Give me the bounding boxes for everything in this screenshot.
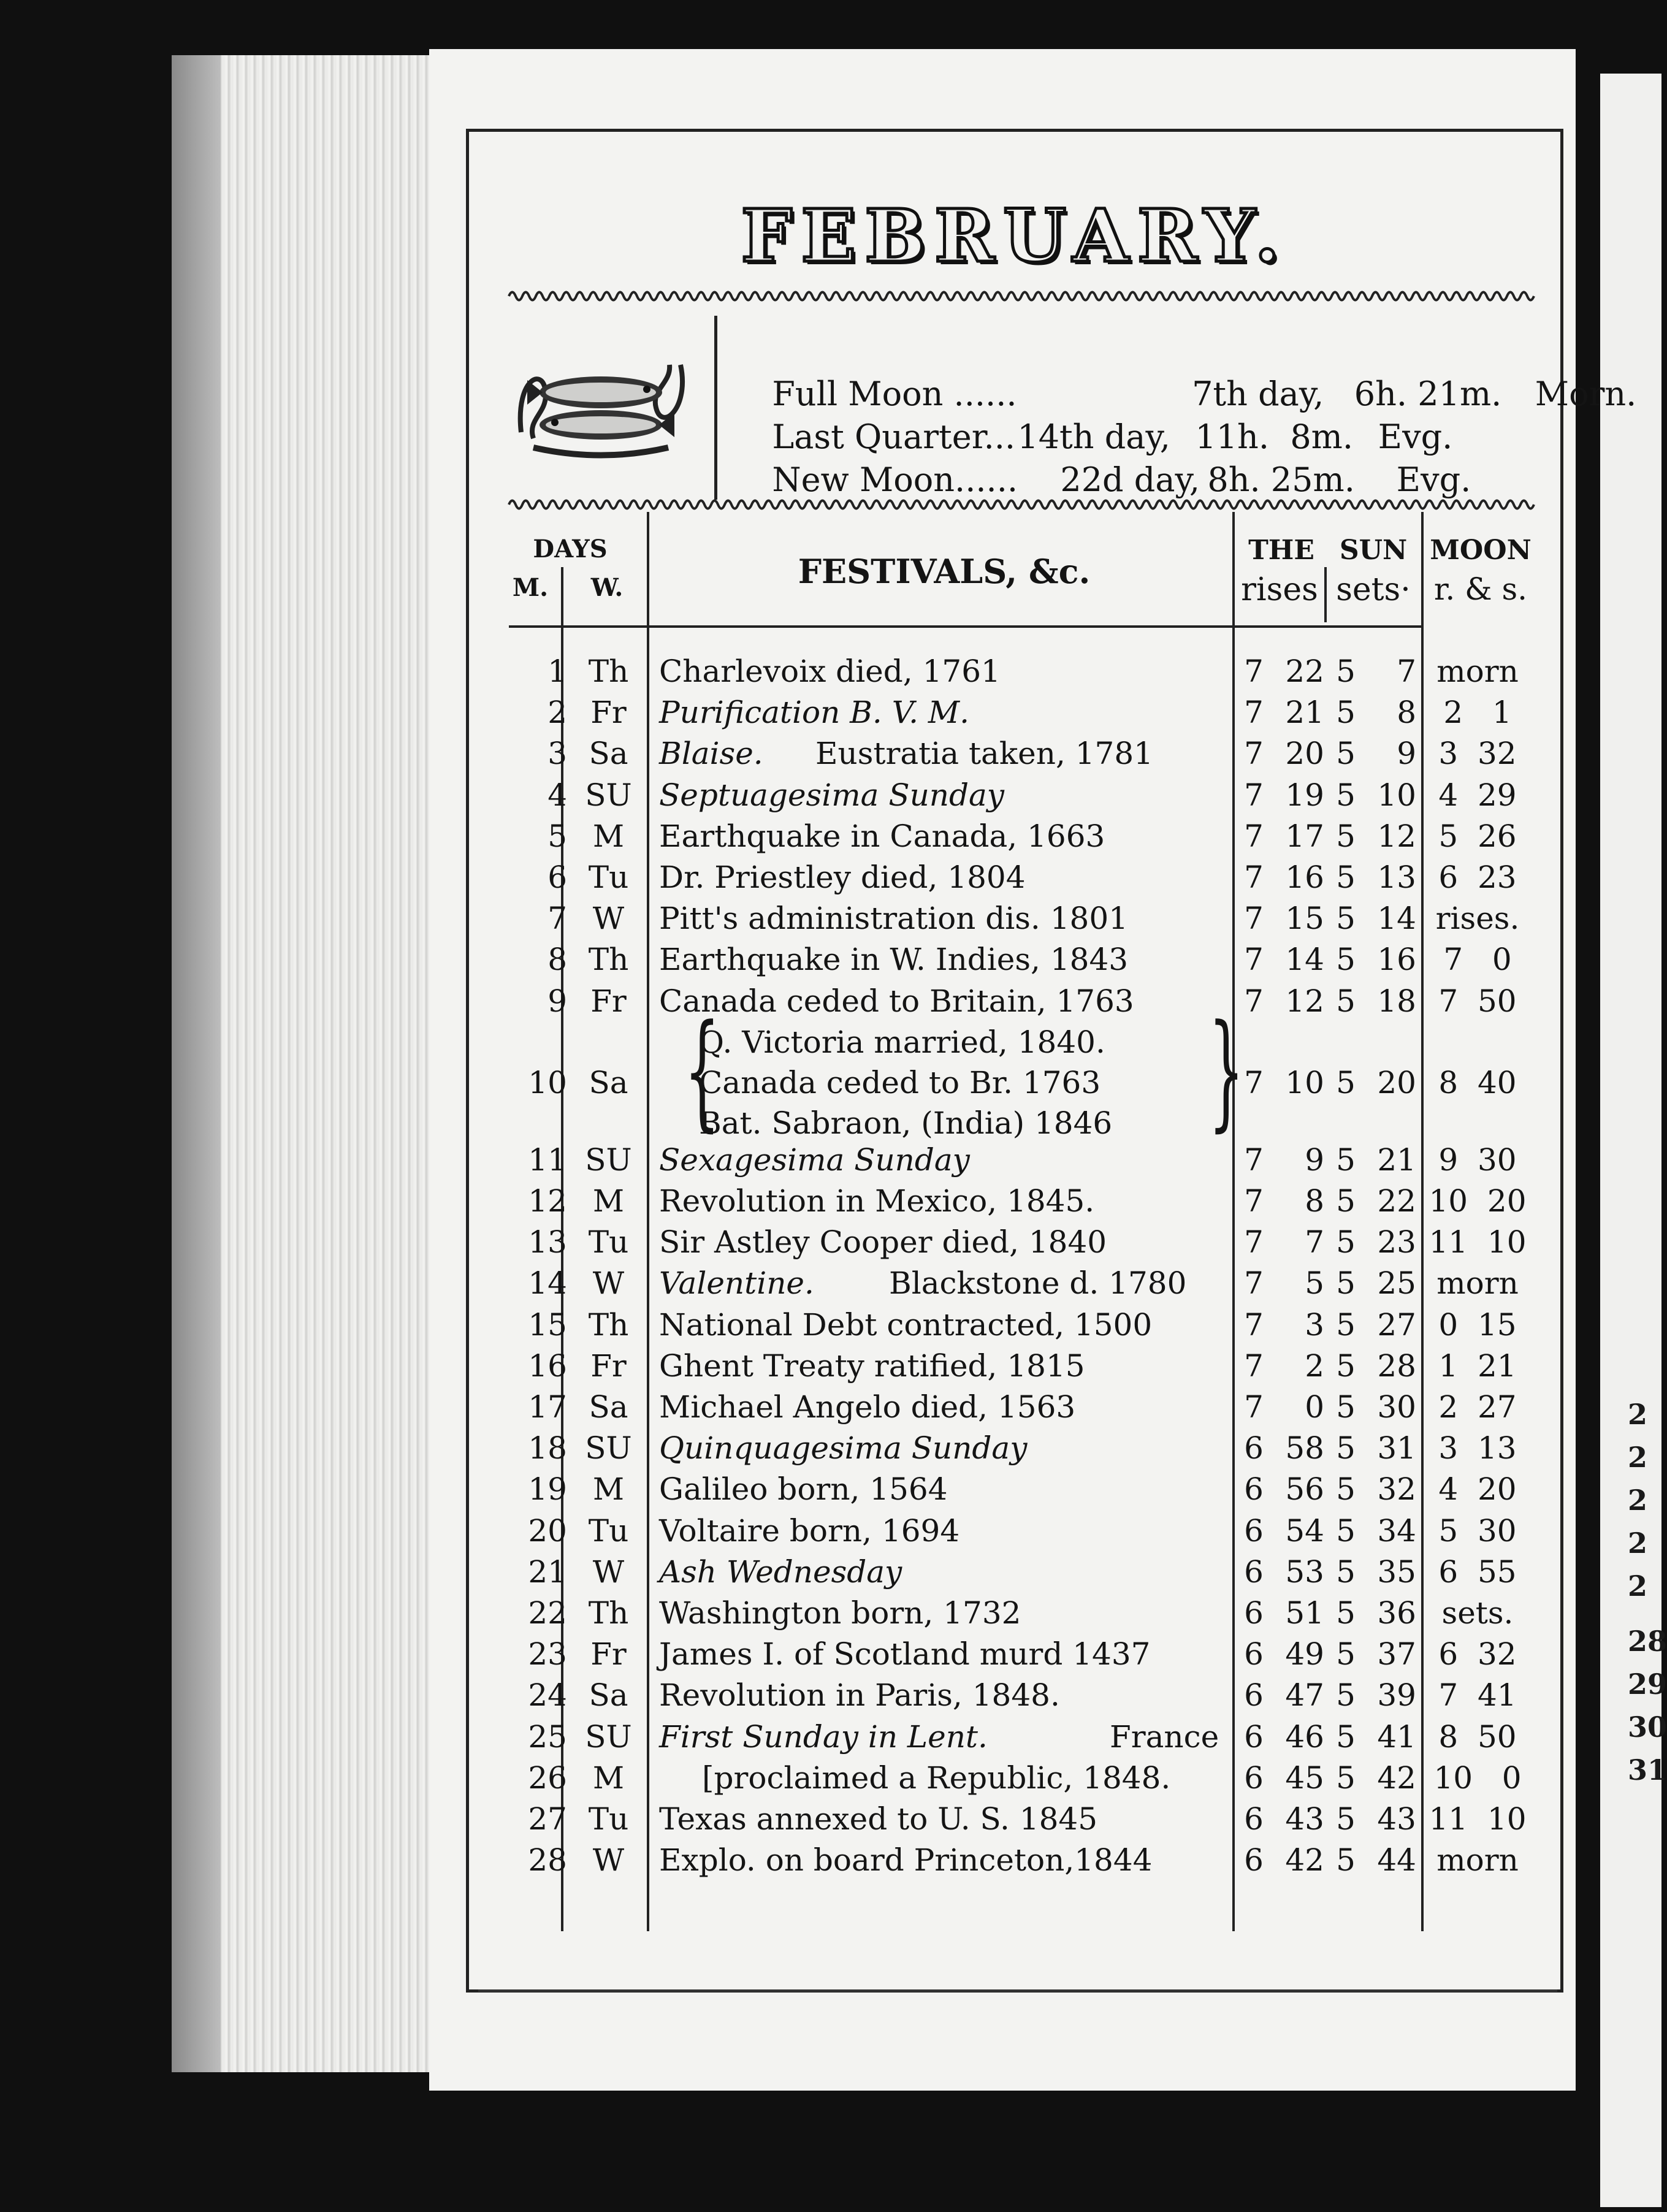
row-moon-rise-set: sets.: [1441, 1595, 1514, 1631]
row-sunrise-hour: 7: [1244, 860, 1264, 895]
row-month-day: 4: [547, 777, 567, 813]
row-week-day: M: [592, 1183, 625, 1219]
row-month-day: 28: [528, 1842, 567, 1878]
header-underline-left: [509, 625, 1238, 628]
header-rises: rises: [1241, 571, 1318, 608]
row-moon-rise-set: 5 30: [1438, 1512, 1517, 1549]
row-sunset-hour: 5: [1336, 942, 1356, 978]
row-sunrise-minute: 16: [1285, 860, 1324, 895]
wavy-rule-top: [509, 287, 1527, 305]
row-month-day: 15: [528, 1306, 567, 1343]
row-sunrise-hour: 7: [1244, 1183, 1264, 1219]
row-sunset-hour: 5: [1336, 1842, 1356, 1878]
next-page-day-number: 29: [1628, 1668, 1667, 1701]
row-moon-rise-set: 4 20: [1438, 1471, 1517, 1508]
row-sunrise-minute: 56: [1285, 1471, 1324, 1508]
row-sunrise-minute: 0: [1305, 1389, 1324, 1425]
row-sunrise-hour: 7: [1244, 1306, 1264, 1343]
row-festival-italic: Valentine.: [659, 1265, 814, 1302]
row-sunset-hour: 5: [1336, 901, 1356, 937]
row-sunset-hour: 5: [1336, 818, 1356, 854]
row-moon-rise-set: 10 20: [1429, 1183, 1527, 1219]
row-week-day: Sa: [589, 736, 628, 772]
row-sunset-minute: 30: [1377, 1389, 1416, 1425]
phase-time: 11h. 8m.: [1195, 418, 1354, 456]
row-week-day: SU: [585, 1718, 632, 1755]
row-week-day: Tu: [588, 1512, 629, 1549]
row-month-day: 26: [528, 1760, 567, 1796]
row-month-day: 13: [528, 1224, 567, 1260]
row-festival: Washington born, 1732: [659, 1595, 1021, 1631]
row-sunset-minute: 35: [1377, 1554, 1416, 1590]
row-sunrise-minute: 45: [1285, 1760, 1324, 1796]
row-week-day: M: [592, 1471, 625, 1508]
row-month-day: 3: [547, 736, 567, 772]
row-moon-rise-set: 2 1: [1443, 695, 1512, 731]
row-sunset-minute: 8: [1397, 695, 1416, 731]
row-sunrise-hour: 6: [1244, 1430, 1264, 1466]
phase-part: Morn.: [1535, 375, 1637, 413]
row-week-day: W: [592, 901, 625, 937]
row-week-day: Fr: [590, 695, 627, 731]
phase-time: 6h. 21m.: [1354, 375, 1502, 413]
row-month-day: 16: [528, 1348, 567, 1384]
row-sunset-minute: 28: [1377, 1348, 1416, 1384]
header-days: DAYS: [533, 535, 608, 563]
next-page-day-number: 28: [1628, 1625, 1667, 1658]
row-month-day: 11: [528, 1142, 567, 1178]
row-sunset-hour: 5: [1336, 1224, 1356, 1260]
row-sunset-minute: 21: [1377, 1142, 1416, 1178]
row-sunrise-hour: 7: [1244, 1224, 1264, 1260]
row-sunset-hour: 5: [1336, 777, 1356, 813]
row-sunset-hour: 5: [1336, 1677, 1356, 1714]
row-moon-rise-set: rises.: [1435, 901, 1520, 937]
row-sunset-minute: 18: [1377, 983, 1416, 1019]
row-week-day: M: [592, 1760, 625, 1796]
row-sunset-hour: 5: [1336, 983, 1356, 1019]
row-week-day: Tu: [588, 1224, 629, 1260]
row-sunrise-hour: 7: [1244, 983, 1264, 1019]
column-rule-rises-sets: [1324, 567, 1327, 622]
row-sunset-hour: 5: [1336, 1430, 1356, 1466]
row-moon-rise-set: 6 32: [1438, 1636, 1517, 1672]
row-week-day: W: [592, 1842, 625, 1878]
header-the: THE: [1248, 535, 1314, 566]
row-week-day: Fr: [590, 983, 627, 1019]
row-sunrise-hour: 6: [1244, 1718, 1264, 1755]
row-sunset-hour: 5: [1336, 1760, 1356, 1796]
row-month-day: 10: [528, 1064, 567, 1100]
row-festival: National Debt contracted, 1500: [659, 1306, 1153, 1343]
row-sunset-hour: 5: [1336, 695, 1356, 731]
row-sunrise-minute: 22: [1285, 654, 1324, 689]
row-festival: Michael Angelo died, 1563: [659, 1389, 1076, 1425]
row-moon-rise-set: morn: [1436, 1842, 1519, 1878]
row-moon-rise-set: 6 55: [1438, 1554, 1517, 1590]
row-sunrise-hour: 7: [1244, 901, 1264, 937]
row-moon-rise-set: 3 13: [1438, 1430, 1517, 1466]
row-week-day: Tu: [588, 1801, 629, 1837]
row-sunset-minute: 37: [1377, 1636, 1416, 1672]
row-festival: [proclaimed a Republic, 1848.: [702, 1760, 1171, 1796]
page-border-bottom-rule: [478, 1989, 1557, 1992]
row-moon-rise-set: 1 21: [1438, 1348, 1517, 1384]
row-week-day: Fr: [590, 1348, 627, 1384]
row-week-day: Tu: [588, 860, 629, 895]
row-festival: Voltaire born, 1694: [659, 1512, 960, 1549]
row-month-day: 8: [547, 942, 567, 978]
row-sunset-hour: 5: [1336, 1554, 1356, 1590]
row-moon-rise-set: 8 50: [1438, 1718, 1517, 1755]
row-sunrise-hour: 7: [1244, 736, 1264, 772]
row-week-day: SU: [585, 1142, 632, 1178]
row-sunrise-minute: 51: [1285, 1595, 1324, 1631]
row-festival-italic: Blaise.: [659, 736, 763, 772]
row-sunrise-minute: 8: [1305, 1183, 1324, 1219]
moon-phase-divider: [714, 316, 717, 500]
row-moon-rise-set: 7 41: [1438, 1677, 1517, 1714]
header-festivals: FESTIVALS, &c.: [798, 552, 1091, 591]
next-page-day-number: 2: [1628, 1527, 1648, 1560]
row-sunrise-hour: 7: [1244, 1348, 1264, 1384]
row-sunset-hour: 5: [1336, 1595, 1356, 1631]
row-festival: Texas annexed to U. S. 1845: [659, 1801, 1098, 1837]
row-sunset-minute: 22: [1377, 1183, 1416, 1219]
row-week-day: Sa: [589, 1064, 628, 1100]
row-sunrise-hour: 6: [1244, 1842, 1264, 1878]
row-sunrise-minute: 3: [1305, 1306, 1324, 1343]
row-month-day: 19: [528, 1471, 567, 1508]
row-week-day: Th: [588, 942, 629, 978]
row-festival-italic: Septuagesima Sunday: [659, 777, 1005, 813]
row-sunrise-hour: 6: [1244, 1760, 1264, 1796]
next-page-day-number: 2: [1628, 1398, 1648, 1431]
row-month-day: 24: [528, 1677, 567, 1714]
row-sunset-hour: 5: [1336, 736, 1356, 772]
row-sunrise-hour: 6: [1244, 1801, 1264, 1837]
row-month-day: 17: [528, 1389, 567, 1425]
row-week-day: SU: [585, 777, 632, 813]
row-moon-rise-set: 6 23: [1438, 860, 1517, 895]
row-month-day: 1: [547, 654, 567, 689]
row-sunset-minute: 16: [1377, 942, 1416, 978]
row-festival: Revolution in Paris, 1848.: [659, 1677, 1060, 1714]
row-moon-rise-set: 11 10: [1429, 1801, 1527, 1837]
row-week-day: SU: [585, 1430, 632, 1466]
row-moon-rise-set: 11 10: [1429, 1224, 1527, 1260]
phase-day: 14th day,: [1017, 418, 1170, 456]
row-week-day: Th: [588, 1595, 629, 1631]
row-sunrise-minute: 17: [1285, 818, 1324, 854]
row-month-day: 18: [528, 1430, 567, 1466]
row-sunset-minute: 14: [1377, 901, 1416, 937]
row-sunrise-hour: 7: [1244, 1142, 1264, 1178]
row-sunrise-hour: 6: [1244, 1554, 1264, 1590]
row-sunrise-hour: 6: [1244, 1471, 1264, 1508]
phase-part: Evg.: [1396, 460, 1471, 499]
row-festival: Ghent Treaty ratified, 1815: [659, 1348, 1085, 1384]
row-sunrise-minute: 9: [1305, 1142, 1324, 1178]
row-sunset-hour: 5: [1336, 1389, 1356, 1425]
row-sunset-minute: 43: [1377, 1801, 1416, 1837]
phase-name: Full Moon ......: [772, 375, 1017, 413]
row-moon-rise-set: morn: [1436, 654, 1519, 689]
page-title: FEBRUARY.: [741, 193, 1289, 278]
row-moon-rise-set: 2 27: [1438, 1389, 1517, 1425]
row-month-day: 12: [528, 1183, 567, 1219]
row-sunrise-hour: 6: [1244, 1595, 1264, 1631]
row-sunrise-minute: 49: [1285, 1636, 1324, 1672]
row-month-day: 9: [547, 983, 567, 1019]
row-sunrise-minute: 12: [1285, 983, 1324, 1019]
row-sunset-minute: 27: [1377, 1306, 1416, 1343]
row-sunrise-hour: 7: [1244, 695, 1264, 731]
row-sunset-minute: 7: [1397, 654, 1416, 689]
row-sunrise-hour: 7: [1244, 1265, 1264, 1302]
phase-day: 7th day,: [1192, 375, 1324, 413]
row-sunset-hour: 5: [1336, 1142, 1356, 1178]
row-sunrise-minute: 15: [1285, 901, 1324, 937]
row-sunset-minute: 23: [1377, 1224, 1416, 1260]
row-sunset-minute: 12: [1377, 818, 1416, 854]
row-week-day: W: [592, 1265, 625, 1302]
row-sunset-minute: 36: [1377, 1595, 1416, 1631]
row-sunset-minute: 10: [1377, 777, 1416, 813]
next-page-day-number: 31: [1628, 1753, 1667, 1787]
row-sunset-hour: 5: [1336, 1265, 1356, 1302]
row-month-day: 23: [528, 1636, 567, 1672]
row-festival: Sir Astley Cooper died, 1840: [659, 1224, 1107, 1260]
row-sunset-hour: 5: [1336, 654, 1356, 689]
header-week-day: W.: [590, 573, 624, 602]
row-moon-rise-set: 3 32: [1438, 736, 1517, 772]
wavy-rule-bottom: [509, 495, 1527, 514]
row-sunrise-minute: 54: [1285, 1512, 1324, 1549]
phase-name: New Moon......: [772, 460, 1018, 499]
book-spine-shadow: [172, 55, 221, 2072]
row-sunrise-hour: 7: [1244, 1064, 1264, 1100]
row-festival-italic: Purification B. V. M.: [659, 695, 969, 731]
moon-phase-new: [751, 422, 1471, 499]
row-sunset-minute: 32: [1377, 1471, 1416, 1508]
row-week-day: Fr: [590, 1636, 627, 1672]
row-week-day: Sa: [589, 1677, 628, 1714]
row-month-day: 27: [528, 1801, 567, 1837]
row-festival: Earthquake in Canada, 1663: [659, 818, 1105, 854]
row-festival: France: [1110, 1718, 1219, 1755]
row-sunrise-hour: 7: [1244, 1389, 1264, 1425]
header-sun: SUN: [1339, 535, 1408, 566]
row-week-day: Sa: [589, 1389, 628, 1425]
row-sunrise-minute: 46: [1285, 1718, 1324, 1755]
header-month-day: M.: [512, 573, 549, 602]
row-festival-line: Canada ceded to Br. 1763: [699, 1064, 1101, 1100]
row-sunrise-hour: 7: [1244, 777, 1264, 813]
row-festival: Pitt's administration dis. 1801: [659, 901, 1128, 937]
row-moon-rise-set: 7 0: [1443, 942, 1512, 978]
row-sunset-minute: 44: [1377, 1842, 1416, 1878]
row-week-day: Th: [588, 1306, 629, 1343]
header-underline-sun: [1238, 625, 1422, 628]
next-page-day-number: 2: [1628, 1441, 1648, 1474]
row-sunrise-minute: 58: [1285, 1430, 1324, 1466]
row-sunset-hour: 5: [1336, 1471, 1356, 1508]
left-brace: {: [684, 997, 720, 1144]
row-festival-line: Q. Victoria married, 1840.: [699, 1024, 1105, 1060]
phase-name: Last Quarter...: [772, 418, 1016, 456]
row-sunset-minute: 41: [1377, 1718, 1416, 1755]
row-festival: Galileo born, 1564: [659, 1471, 948, 1508]
row-moon-rise-set: 4 29: [1438, 777, 1517, 813]
next-page-day-number: 2: [1628, 1569, 1648, 1603]
row-moon-rise-set: 0 15: [1438, 1306, 1517, 1343]
row-festival: Charlevoix died, 1761: [659, 654, 1001, 689]
row-moon-rise-set: 8 40: [1438, 1064, 1517, 1100]
row-sunset-hour: 5: [1336, 1801, 1356, 1837]
row-festival: Blackstone d. 1780: [889, 1265, 1187, 1302]
row-moon-rise-set: morn: [1436, 1265, 1519, 1302]
row-festival: Dr. Priestley died, 1804: [659, 860, 1026, 895]
phase-day: 22d day,: [1060, 460, 1200, 499]
row-sunrise-minute: 7: [1305, 1224, 1324, 1260]
row-month-day: 14: [528, 1265, 567, 1302]
row-sunset-minute: 25: [1377, 1265, 1416, 1302]
row-week-day: Th: [588, 654, 629, 689]
row-sunset-minute: 31: [1377, 1430, 1416, 1466]
row-sunrise-minute: 20: [1285, 736, 1324, 772]
header-sets: sets·: [1336, 571, 1411, 608]
row-sunset-minute: 34: [1377, 1512, 1416, 1549]
row-month-day: 25: [528, 1718, 567, 1755]
row-festival: Earthquake in W. Indies, 1843: [659, 942, 1129, 978]
row-month-day: 5: [547, 818, 567, 854]
row-moon-rise-set: 9 30: [1438, 1142, 1517, 1178]
row-month-day: 20: [528, 1512, 567, 1549]
row-sunrise-minute: 53: [1285, 1554, 1324, 1590]
row-sunset-hour: 5: [1336, 1064, 1356, 1100]
row-sunset-minute: 39: [1377, 1677, 1416, 1714]
row-festival: James I. of Scotland murd 1437: [659, 1636, 1151, 1672]
row-festival-italic: Sexagesima Sunday: [659, 1142, 970, 1178]
row-festival: Explo. on board Princeton,1844: [659, 1842, 1153, 1878]
row-sunrise-minute: 14: [1285, 942, 1324, 978]
row-month-day: 22: [528, 1595, 567, 1631]
row-sunrise-hour: 7: [1244, 654, 1264, 689]
row-sunrise-hour: 7: [1244, 942, 1264, 978]
row-sunset-minute: 9: [1397, 736, 1416, 772]
row-month-day: 7: [547, 901, 567, 937]
row-sunset-hour: 5: [1336, 1718, 1356, 1755]
row-month-day: 6: [547, 860, 567, 895]
row-week-day: M: [592, 818, 625, 854]
phase-time: 8h. 25m.: [1207, 460, 1355, 499]
row-sunset-hour: 5: [1336, 1348, 1356, 1384]
row-sunrise-minute: 21: [1285, 695, 1324, 731]
row-month-day: 21: [528, 1554, 567, 1590]
row-sunset-hour: 5: [1336, 860, 1356, 895]
row-sunset-hour: 5: [1336, 1183, 1356, 1219]
right-brace: }: [1208, 997, 1245, 1144]
row-sunrise-minute: 42: [1285, 1842, 1324, 1878]
header-moon-rise-set: r. & s.: [1433, 571, 1528, 607]
next-page-day-number: 30: [1628, 1710, 1667, 1744]
pisces-fish-emblem: [509, 340, 693, 463]
row-sunrise-hour: 7: [1244, 818, 1264, 854]
row-festival: Revolution in Mexico, 1845.: [659, 1183, 1095, 1219]
row-festival-line: Bat. Sabraon, (India) 1846: [699, 1105, 1113, 1141]
row-sunrise-minute: 43: [1285, 1801, 1324, 1837]
row-festival: Eustratia taken, 1781: [815, 736, 1153, 772]
row-festival-italic: Ash Wednesday: [659, 1554, 902, 1590]
row-sunrise-minute: 5: [1305, 1265, 1324, 1302]
row-sunrise-hour: 6: [1244, 1636, 1264, 1672]
next-page-day-number: 2: [1628, 1484, 1648, 1517]
header-moon: MOON: [1430, 535, 1532, 566]
row-festival: Canada ceded to Britain, 1763: [659, 983, 1134, 1019]
phase-part: Evg.: [1378, 418, 1453, 456]
row-sunrise-hour: 6: [1244, 1677, 1264, 1714]
row-moon-rise-set: 7 50: [1438, 983, 1517, 1019]
row-moon-rise-set: 5 26: [1438, 818, 1517, 854]
row-sunset-hour: 5: [1336, 1306, 1356, 1343]
row-festival-italic: First Sunday in Lent.: [659, 1718, 988, 1755]
row-sunrise-hour: 6: [1244, 1512, 1264, 1549]
row-sunset-minute: 20: [1377, 1064, 1416, 1100]
row-sunset-minute: 42: [1377, 1760, 1416, 1796]
row-sunrise-minute: 10: [1285, 1064, 1324, 1100]
row-sunset-minute: 13: [1377, 860, 1416, 895]
row-sunset-hour: 5: [1336, 1636, 1356, 1672]
row-sunrise-minute: 47: [1285, 1677, 1324, 1714]
row-moon-rise-set: 10 0: [1433, 1760, 1522, 1796]
row-week-day: W: [592, 1554, 625, 1590]
row-month-day: 2: [547, 695, 567, 731]
row-sunrise-minute: 2: [1305, 1348, 1324, 1384]
row-festival-italic: Quinquagesima Sunday: [659, 1430, 1028, 1466]
row-sunset-hour: 5: [1336, 1512, 1356, 1549]
row-sunrise-minute: 19: [1285, 777, 1324, 813]
